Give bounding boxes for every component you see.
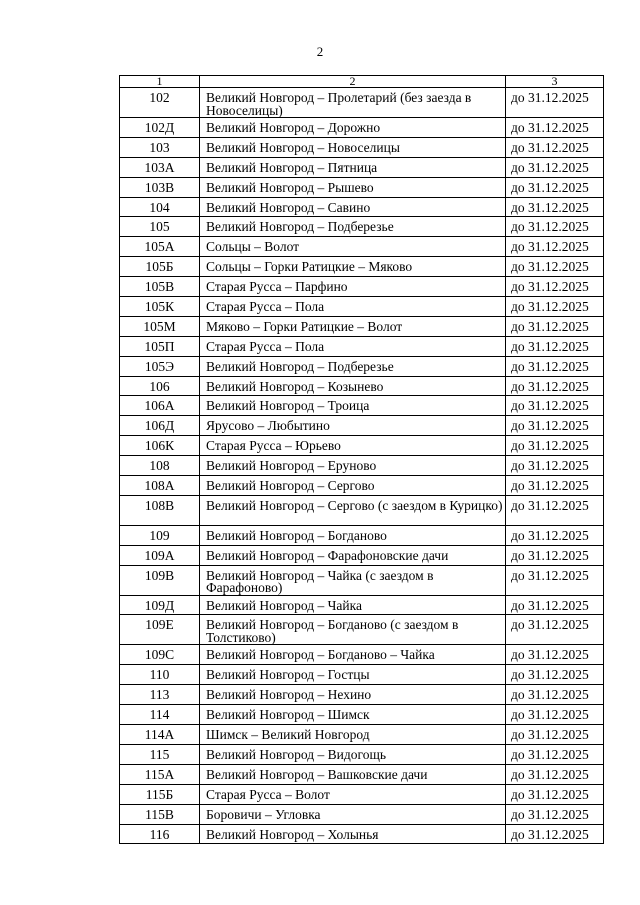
table-row	[120, 456, 604, 476]
route-number: 103В	[120, 177, 200, 197]
route-name: Великий Новгород – Рышево	[200, 177, 506, 197]
route-term: до 31.12.2025	[506, 784, 604, 804]
route-name: Мяково – Горки Ратицкие – Волот	[200, 316, 506, 336]
column-header-2: 2	[200, 76, 506, 88]
route-number: 103	[120, 137, 200, 157]
route-number: 105	[120, 217, 200, 237]
table-row	[120, 764, 604, 784]
route-name: Великий Новгород – Холынья	[200, 824, 506, 844]
route-term: до 31.12.2025	[506, 297, 604, 317]
table-row	[120, 177, 604, 197]
route-term: до 31.12.2025	[506, 595, 604, 615]
route-number: 105П	[120, 336, 200, 356]
table-row	[120, 157, 604, 177]
route-name: Шимск – Великий Новгород	[200, 725, 506, 745]
route-number: 108А	[120, 476, 200, 496]
table-row	[120, 476, 604, 496]
route-number: 103А	[120, 157, 200, 177]
route-number: 108В	[120, 495, 200, 525]
route-name: Великий Новгород – Савино	[200, 197, 506, 217]
route-term: до 31.12.2025	[506, 744, 604, 764]
route-term: до 31.12.2025	[506, 237, 604, 257]
route-number: 116	[120, 824, 200, 844]
route-term: до 31.12.2025	[506, 725, 604, 745]
route-name: Старая Русса – Волот	[200, 784, 506, 804]
route-term: до 31.12.2025	[506, 436, 604, 456]
route-name: Боровичи – Угловка	[200, 804, 506, 824]
route-term: до 31.12.2025	[506, 565, 604, 595]
route-term: до 31.12.2025	[506, 645, 604, 665]
route-number: 114А	[120, 725, 200, 745]
table-row	[120, 336, 604, 356]
table-row	[120, 784, 604, 804]
table-row	[120, 725, 604, 745]
route-name: Великий Новгород – Богданово (с заездом в Толстиково)	[200, 615, 506, 645]
route-number: 109В	[120, 565, 200, 595]
table-row	[120, 88, 604, 118]
route-name: Великий Новгород – Еруново	[200, 456, 506, 476]
route-term: до 31.12.2025	[506, 495, 604, 525]
route-name: Великий Новгород – Сергово (с заездом в Курицко)	[200, 495, 506, 525]
route-term: до 31.12.2025	[506, 157, 604, 177]
route-number: 106Д	[120, 416, 200, 436]
table-row	[120, 257, 604, 277]
route-name: Сольцы – Горки Ратицкие – Мяково	[200, 257, 506, 277]
route-term: до 31.12.2025	[506, 118, 604, 138]
route-term: до 31.12.2025	[506, 257, 604, 277]
route-name: Великий Новгород – Шимск	[200, 705, 506, 725]
route-term: до 31.12.2025	[506, 88, 604, 118]
route-number: 109А	[120, 545, 200, 565]
route-term: до 31.12.2025	[506, 137, 604, 157]
table-row	[120, 545, 604, 565]
table-row	[120, 416, 604, 436]
route-name: Великий Новгород – Чайка (с заездом в Фарафоново)	[200, 565, 506, 595]
route-number: 115	[120, 744, 200, 764]
route-term: до 31.12.2025	[506, 525, 604, 545]
route-name: Ярусово – Любытино	[200, 416, 506, 436]
route-name: Старая Русса – Пола	[200, 297, 506, 317]
table-row	[120, 316, 604, 336]
route-name: Старая Русса – Юрьево	[200, 436, 506, 456]
route-term: до 31.12.2025	[506, 665, 604, 685]
table-row	[120, 197, 604, 217]
route-name: Старая Русса – Парфино	[200, 277, 506, 297]
page-number: 2	[316, 44, 324, 59]
route-name: Великий Новгород – Троица	[200, 396, 506, 416]
route-name: Великий Новгород – Видогощь	[200, 744, 506, 764]
table-row	[120, 525, 604, 545]
route-term: до 31.12.2025	[506, 277, 604, 297]
table-row	[120, 356, 604, 376]
routes-table	[119, 75, 604, 844]
route-number: 115В	[120, 804, 200, 824]
route-number: 106А	[120, 396, 200, 416]
route-term: до 31.12.2025	[506, 705, 604, 725]
route-term: до 31.12.2025	[506, 615, 604, 645]
table-row	[120, 565, 604, 595]
route-number: 105А	[120, 237, 200, 257]
route-name: Великий Новгород – Чайка	[200, 595, 506, 615]
table-row	[120, 665, 604, 685]
route-number: 115А	[120, 764, 200, 784]
route-name: Великий Новгород – Пролетарий (без заезда в Новоселицы)	[200, 88, 506, 118]
route-number: 106К	[120, 436, 200, 456]
table-row	[120, 615, 604, 645]
table-row	[120, 137, 604, 157]
table-row	[120, 744, 604, 764]
route-term: до 31.12.2025	[506, 685, 604, 705]
table-row	[120, 495, 604, 525]
route-name: Великий Новгород – Новоселицы	[200, 137, 506, 157]
route-name: Великий Новгород – Пятница	[200, 157, 506, 177]
route-term: до 31.12.2025	[506, 824, 604, 844]
route-number: 109	[120, 525, 200, 545]
route-number: 115Б	[120, 784, 200, 804]
route-name: Великий Новгород – Козынево	[200, 376, 506, 396]
route-term: до 31.12.2025	[506, 336, 604, 356]
route-name: Великий Новгород – Гостцы	[200, 665, 506, 685]
route-number: 109Д	[120, 595, 200, 615]
route-name: Великий Новгород – Богданово – Чайка	[200, 645, 506, 665]
route-term: до 31.12.2025	[506, 416, 604, 436]
route-name: Сольцы – Волот	[200, 237, 506, 257]
table-row	[120, 436, 604, 456]
route-name: Великий Новгород – Фарафоновские дачи	[200, 545, 506, 565]
route-name: Великий Новгород – Сергово	[200, 476, 506, 496]
route-number: 102Д	[120, 118, 200, 138]
route-term: до 31.12.2025	[506, 456, 604, 476]
route-number: 105Б	[120, 257, 200, 277]
table-row	[120, 297, 604, 317]
route-name: Старая Русса – Пола	[200, 336, 506, 356]
route-term: до 31.12.2025	[506, 376, 604, 396]
route-number: 113	[120, 685, 200, 705]
table-row	[120, 824, 604, 844]
routes-table-body	[120, 88, 604, 844]
route-number: 110	[120, 665, 200, 685]
route-name: Великий Новгород – Подберезье	[200, 217, 506, 237]
table-row	[120, 804, 604, 824]
route-name: Великий Новгород – Нехино	[200, 685, 506, 705]
table-row	[120, 376, 604, 396]
route-term: до 31.12.2025	[506, 545, 604, 565]
table-row	[120, 685, 604, 705]
route-term: до 31.12.2025	[506, 177, 604, 197]
table-row	[120, 595, 604, 615]
table-row	[120, 396, 604, 416]
route-term: до 31.12.2025	[506, 396, 604, 416]
route-term: до 31.12.2025	[506, 356, 604, 376]
route-number: 104	[120, 197, 200, 217]
route-number: 106	[120, 376, 200, 396]
route-term: до 31.12.2025	[506, 217, 604, 237]
route-number: 109Е	[120, 615, 200, 645]
route-number: 114	[120, 705, 200, 725]
table-row	[120, 645, 604, 665]
table-header-row	[120, 76, 604, 88]
route-name: Великий Новгород – Вашковские дачи	[200, 764, 506, 784]
route-name: Великий Новгород – Дорожно	[200, 118, 506, 138]
table-row	[120, 277, 604, 297]
route-name: Великий Новгород – Подберезье	[200, 356, 506, 376]
route-term: до 31.12.2025	[506, 316, 604, 336]
route-term: до 31.12.2025	[506, 476, 604, 496]
route-number: 108	[120, 456, 200, 476]
table-row	[120, 118, 604, 138]
route-number: 105К	[120, 297, 200, 317]
route-term: до 31.12.2025	[506, 197, 604, 217]
table-row	[120, 217, 604, 237]
route-term: до 31.12.2025	[506, 764, 604, 784]
route-number: 109С	[120, 645, 200, 665]
column-header-3: 3	[506, 76, 604, 88]
table-row	[120, 237, 604, 257]
route-term: до 31.12.2025	[506, 804, 604, 824]
route-number: 105М	[120, 316, 200, 336]
route-number: 105В	[120, 277, 200, 297]
route-name: Великий Новгород – Богданово	[200, 525, 506, 545]
route-number: 102	[120, 88, 200, 118]
route-number: 105Э	[120, 356, 200, 376]
table-row	[120, 705, 604, 725]
column-header-1: 1	[120, 76, 200, 88]
